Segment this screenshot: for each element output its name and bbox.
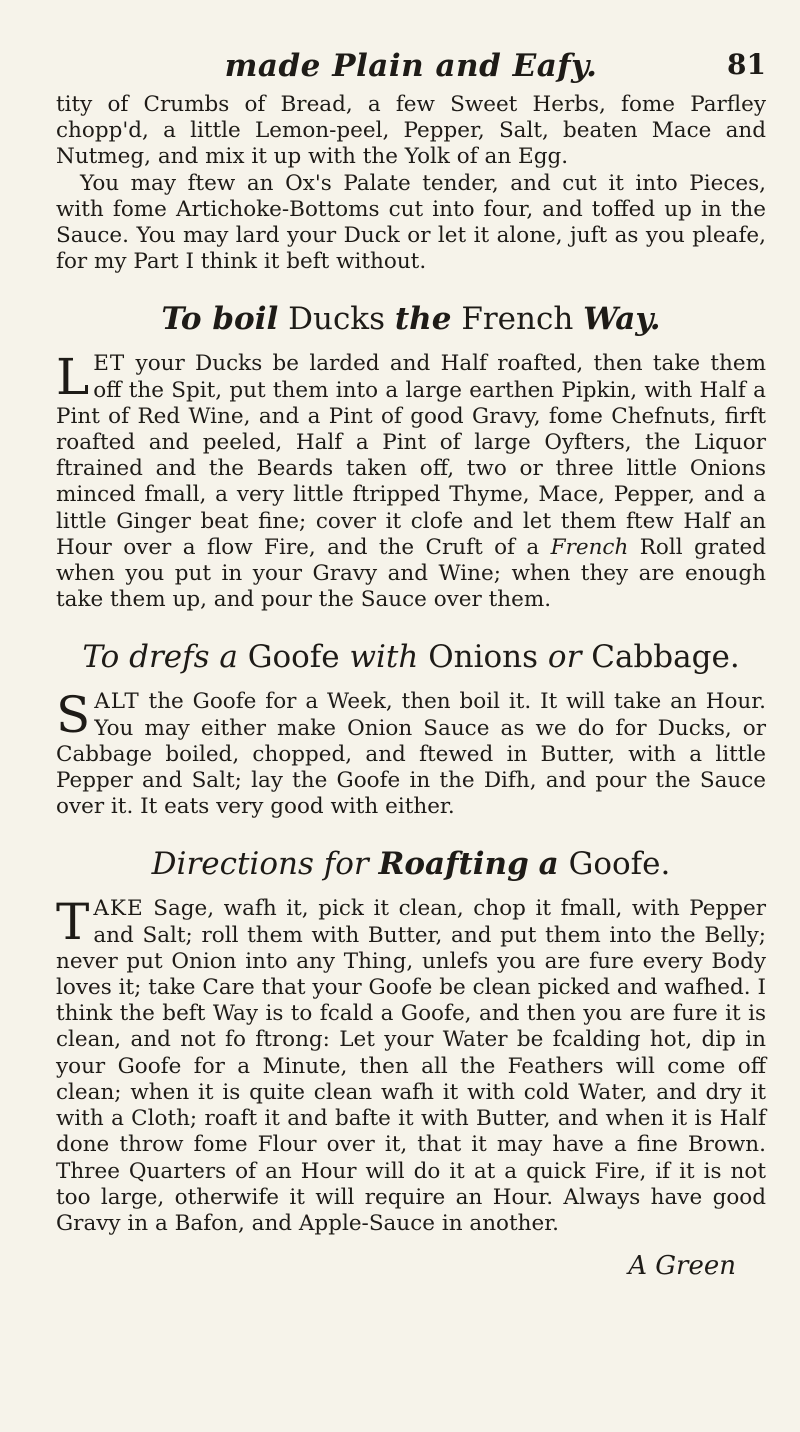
drop-cap: S bbox=[56, 686, 91, 745]
paragraph: TAKE Sage, wafh it, pick it clean, chop it fmall, with Pepper and Salt; roll them with Butter, and put them into the Belly; never put Onion into any Thing, unlefs you are fure every Body loves it; take Care that your Goofe be clean picked and wafhed. I think the beft Way is to fcald a Goofe, and then you are fure it is clean, and not fo ftrong: Let your Water be fcalding hot, dip in your Goofe for a Minute, then all the Feathers will come off clean; when it is quite clean wafh it with cold Water, and dry it with a Cloth; roaft it and bafte it with Butter, and when it is Half done throw fome Flour over it, that it may have a fine Brown. Three Quarters of an Hour will do it at a quick Fire, if it is not too large, otherwife it will require an Hour. Always have good Gravy in a Bafon, and Apple-Sauce in another. bbox=[56, 893, 766, 1236]
drop-cap: L bbox=[56, 348, 90, 407]
drop-cap: T bbox=[56, 893, 90, 952]
section-heading: To boil Ducks the French Way. bbox=[161, 301, 661, 338]
paragraph: LET your Ducks be larded and Half roafted, then take them off the Spit, put them into a large earthen Pipkin, with Half a Pint of Red Wine, and a Pint of good Gravy, fome Chefnuts, firft roafted and peeled, Half a Pint of large Oyfters, the Liquor ftrained and the Beards taken off, two or three little Onions minced fmall, a very little ftripped Thyme, Mace, Pepper, and a little Ginger beat fine; cover it clofe and let them ftew Half an Hour over a flow Fire, and the Cruft of a French Roll grated when you put in your Gravy and Wine; when they are enough take them up, and pour the Sauce over them. bbox=[56, 348, 766, 613]
catchword: A Green bbox=[628, 1251, 736, 1282]
paragraph: tity of Crumbs of Bread, a few Sweet Herbs, fome Parfley chopp'd, a little Lemon-peel, Pepper, Salt, beaten Mace and Nutmeg, and mix it up with the Yolk of an Egg. bbox=[56, 92, 766, 170]
page-number: 81 bbox=[727, 48, 766, 81]
paragraph: You may ftew an Ox's Palate tender, and cut it into Pieces, with fome Artichoke-Bottoms cut into four, and toffed up in the Sauce. You may lard your Duck or let it alone, juft as you pleafe, for my Part I think it beft without. bbox=[56, 170, 766, 275]
running-head bbox=[56, 44, 766, 92]
paragraph: SALT the Goofe for a Week, then boil it. It will take an Hour. You may either make Onion Sauce as we do for Ducks, or Cabbage boiled, chopped, and ftewed in Butter, with a little Pepper and Salt; lay the Goofe in the Difh, and pour the Sauce over it. It eats very good with either. bbox=[56, 686, 766, 820]
section-heading: Directions for Roafting a Goofe. bbox=[151, 846, 671, 883]
running-title: made Plain and Eafy. bbox=[224, 48, 598, 84]
section-heading: To drefs a Goofe with Onions or Cabbage. bbox=[82, 639, 740, 676]
